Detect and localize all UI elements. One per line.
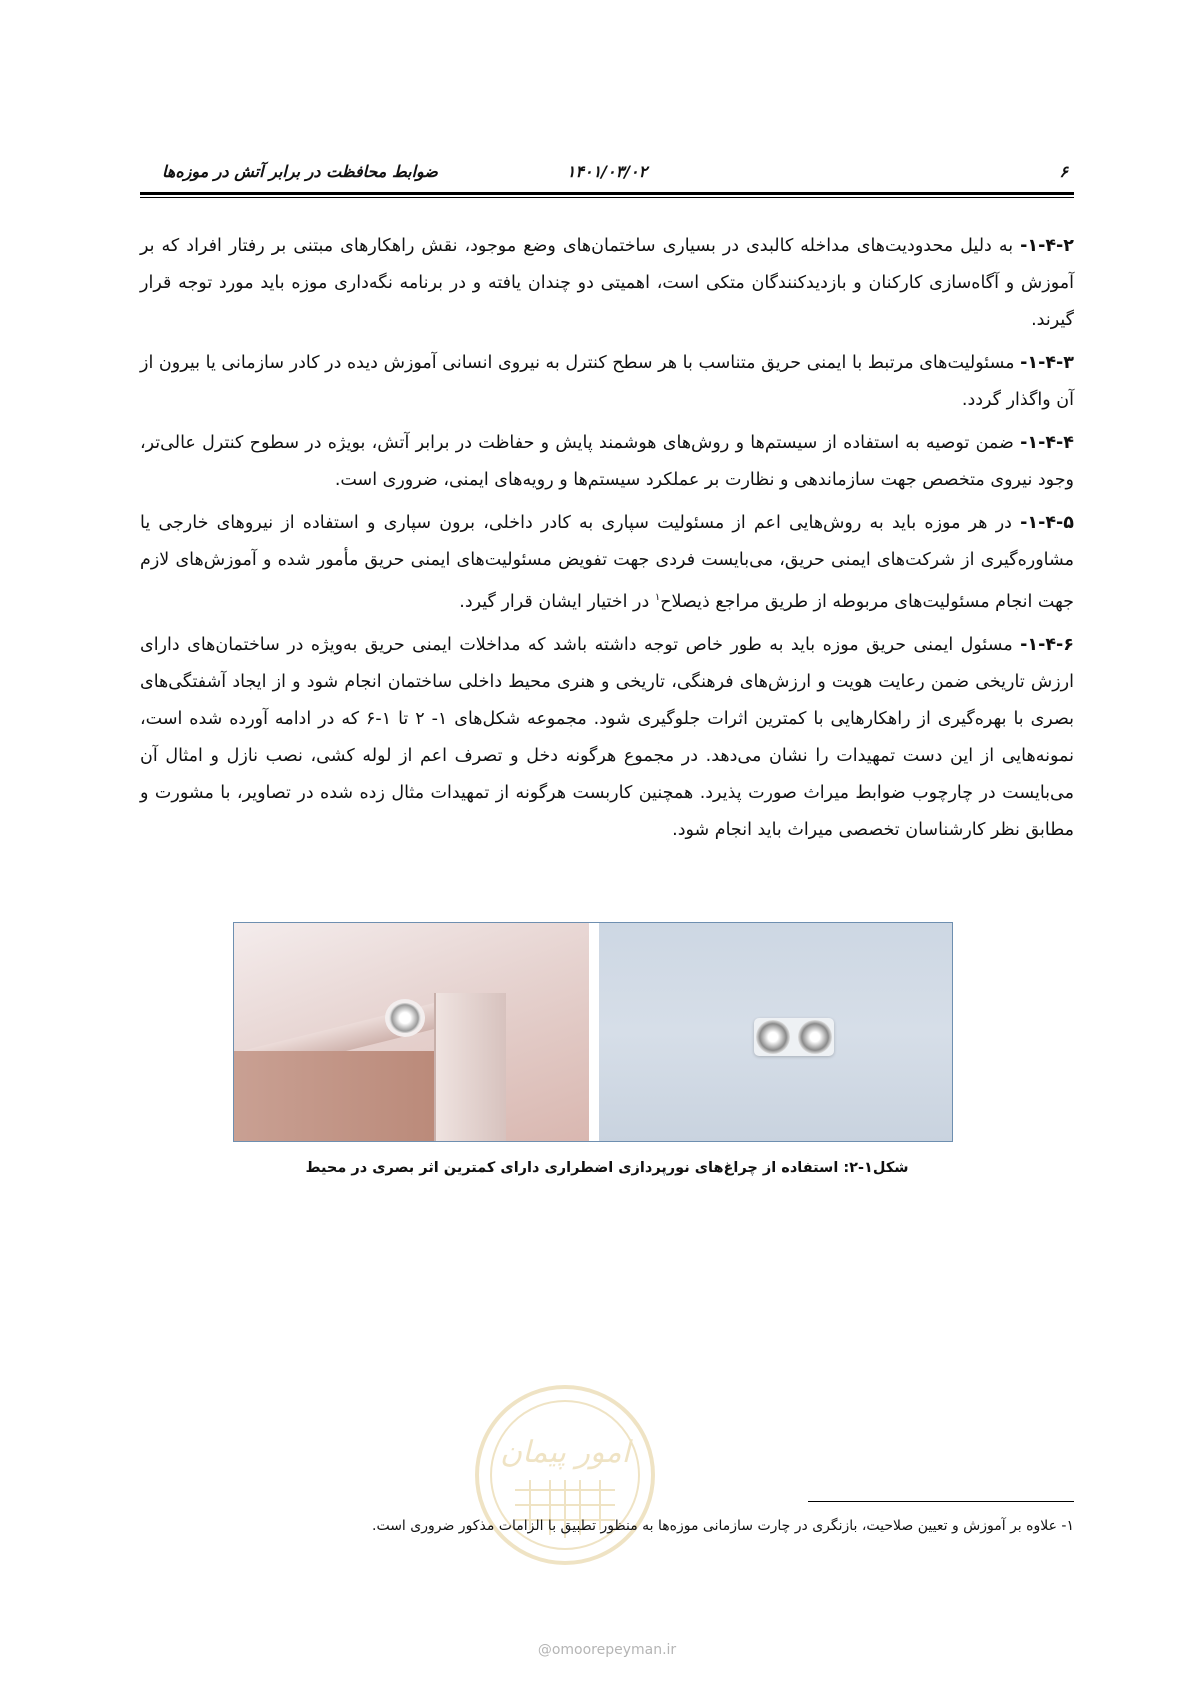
page-header [140, 162, 1074, 192]
clause-number: ۱-۴-۵- [1020, 513, 1074, 533]
page-number: ۶ [1059, 162, 1068, 181]
paragraph-text: مسئولیت‌های مرتبط با ایمنی حریق متناسب با هر سطح کنترل به نیروی انسانی آموزش دیده در کادر سازمانی یا بیرون از آن واگذار گردد. [140, 353, 1074, 410]
twin-lamp-fixture [754, 1018, 834, 1056]
paragraph-text: ضمن توصیه به استفاده از سیستم‌ها و روش‌های هوشمند پایش و حفاظت در برابر آتش، بویژه در سطوح کنترل عالی‌تر، وجود نیروی متخصص جهت سازماندهی و نظارت بر عملکرد سیستم‌ها و رویه‌های ایمنی، ضروری است. [140, 433, 1074, 490]
photo-ceiling-emergency-light [234, 923, 589, 1141]
footnote-ref[interactable]: ۱ [654, 592, 661, 603]
watermark-seal-logo [470, 1380, 660, 1570]
clause-number: ۱-۴-۲- [1020, 236, 1074, 256]
photo-divider [589, 923, 599, 1141]
paragraph-1-4-5 [140, 505, 1074, 621]
figure-photos [233, 922, 953, 1142]
header-title: ضوابط محافظت در برابر آتش در موزه‌ها [162, 162, 438, 181]
paragraph-1-4-4 [140, 425, 1074, 499]
photo-twin-emergency-light [599, 923, 952, 1141]
seal-text: امور پیمان [500, 1435, 630, 1470]
watermark-site: @omoorepeyman.ir [537, 1642, 677, 1658]
footnote: ۱- علاوه بر آموزش و تعیین صلاحیت، بازنگری در چارت سازمانی موزه‌ها به منظور تطبیق با الزامات مذکور ضروری است. [372, 1518, 1074, 1534]
paragraph-text: مسئول ایمنی حریق موزه باید به طور خاص توجه داشته باشد که مداخلات ایمنی حریق به‌ویژه در ساختمان‌های دارای ارزش تاریخی ضمن رعایت هویت و ارزش‌های فرهنگی، تاریخی و هنری محیط داخلی ساختمان انجام شود و از ایجاد آشفتگی‌های بصری با بهره‌گیری از راهکارهایی با کمترین اثرات جلوگیری شود. مجموعه شکل‌های ۱- ۲ تا ۱-۶ که در ادامه آورده شده است، نمونه‌هایی از این دست تمهیدات را نشان می‌دهد. در مجموع هرگونه دخل و تصرف اعم از لوله کشی، نصب نازل و امثال آن می‌بایست در چارچوب ضوابط میراث صورت پذیرد. همچنین کاربست هرگونه از تمهیدات مثال زده شده در تصاویر، با مشورت و مطابق نظر کارشناسان تخصصی میراث باید انجام شود. [140, 634, 1074, 840]
header-date: ۱۴۰۱/۰۳/۰۲ [566, 162, 648, 181]
lamp-bulb-icon [798, 1020, 832, 1054]
header-rule [140, 192, 1074, 198]
wall-column [434, 993, 506, 1142]
figure-caption: شکل۱-۲: استفاده از چراغ‌های نورپردازی اضطراری دارای کمترین اثر بصری در محیط [305, 1160, 909, 1176]
lamp-bulb-icon [756, 1020, 790, 1054]
paragraph-1-4-3 [140, 345, 1074, 419]
paragraph-text: به دلیل محدودیت‌های مداخله کالبدی در بسیاری ساختمان‌های وضع موجود، نقش راهکارهای مبتنی بر رفتار افراد که بر آموزش و آگاه‌سازی کارکنان و بازدیدکنندگان متکی است، اهمیتی دو چندان یافته و در برنامه نگه‌داری موزه باید مورد توجه قرار گیرند. [140, 236, 1074, 330]
paragraph-text-after: در اختیار ایشان قرار گیرد. [459, 591, 655, 612]
paragraph-text: در هر موزه باید به روش‌هایی اعم از مسئولیت سپاری به کادر داخلی، برون سپاری و استفاده از نیروهای خارجی یا مشاوره‌گیری از شرکت‌های ایمنی حریق، می‌بایست فردی جهت تفویض مسئولیت‌های ایمنی حریق مأمور شده و آموزش‌های لازم جهت انجام مسئولیت‌های مربوطه از طریق مراجع ذیصلاح [140, 513, 1074, 612]
clause-number: ۱-۴-۳- [1020, 353, 1074, 373]
clause-number: ۱-۴-۴- [1020, 433, 1074, 453]
body-text [140, 228, 1074, 855]
paragraph-1-4-6 [140, 627, 1074, 849]
clause-number: ۱-۴-۶- [1020, 634, 1074, 655]
footnote-rule [808, 1501, 1074, 1502]
paragraph-1-4-2 [140, 228, 1074, 339]
emergency-lamp-icon [389, 1003, 421, 1033]
